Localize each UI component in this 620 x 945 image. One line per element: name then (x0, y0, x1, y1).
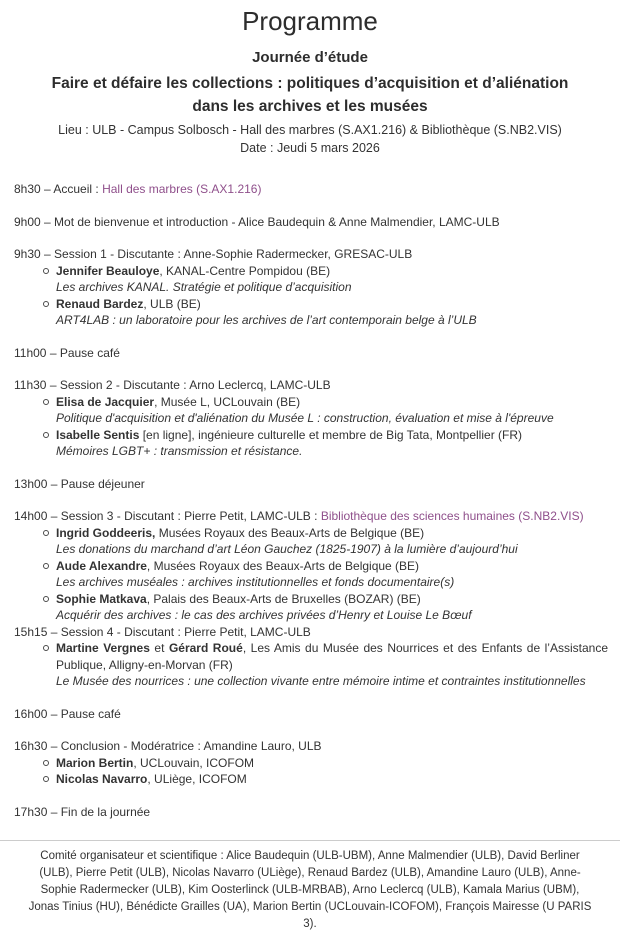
speaker-name: Isabelle Sentis (56, 427, 140, 442)
committee-text: Comité organisateur et scientifique : Alice Baudequin (ULB-UBM), Anne Malmendier (ULB), David Berliner (ULB), Pierre Petit (ULB), Nicolas Navarro (ULiège), Renaud Bardez (ULB), Amandine Lauro (ULB), Anne-Sophie Radermecker (ULB), Kim Oosterlinck (ULB-MRBAB), Arno Leclercq (ULB), Kamala Marius (UBM), Jonas Tinius (HU), Bénédicte Grailles (UA), Marion Bertin (UCLouvain-ICOFOM), François Mairesse (U PARIS 3). (28, 850, 592, 930)
event-subtitle: Journée d’étude (252, 49, 368, 66)
entry-time: 8h30 – (14, 182, 54, 196)
speaker-name: Ingrid Goddeeris, (56, 525, 156, 540)
entry-heading (14, 476, 608, 493)
speaker-item (14, 296, 608, 313)
schedule-entry (14, 214, 608, 231)
entry-time: 17h30 – (14, 804, 61, 819)
talk-title: ART4LAB : un laboratoire pour les archives de l’art contemporain belge à l’ULB (56, 313, 477, 327)
text-segment: Session 3 - Discutant : Pierre Petit, LAMC-ULB : (60, 509, 321, 523)
text-segment: Fin de la journée (60, 804, 151, 819)
bullet-icon (43, 563, 49, 569)
text-segment: [en ligne], ingénieure culturelle et membre de Big Tata, Montpellier (FR) (139, 427, 523, 442)
text-segment: , KANAL-Centre Pompidou (BE) (159, 263, 331, 278)
speaker-item (14, 558, 608, 575)
entry-heading (14, 738, 608, 755)
entry-heading (14, 706, 608, 723)
text-segment: Pause café (60, 706, 121, 721)
event-title-line2: dans les archives et les musées (192, 98, 428, 115)
text-segment: Session 2 - Discutante : Arno Leclercq, LAMC-ULB (59, 378, 331, 392)
schedule-entry (14, 804, 608, 821)
entry-heading (14, 624, 608, 641)
speaker-item (14, 640, 608, 673)
speaker-item (14, 771, 608, 788)
text-segment: , ULB (BE) (143, 296, 201, 311)
entry-time: 13h00 – (14, 476, 61, 491)
event-meta (0, 121, 620, 157)
speaker-name: Martine Vergnes (56, 641, 150, 655)
speaker-name: Gérard Roué (168, 641, 243, 655)
talk-title: Politique d'acquisition et d'aliénation du Musée L : construction, évaluation et mise à l'épreuve (56, 411, 554, 425)
entry-time: 11h30 – (14, 378, 60, 392)
event-date: Date : Jeudi 5 mars 2026 (240, 141, 380, 155)
speaker-item (14, 525, 608, 542)
entry-heading (14, 508, 608, 525)
speaker-item (14, 263, 608, 280)
text-segment: , Les Amis du Musée des Nourrices et des Enfants de l’Assistance Publique, Alligny-en-Morvan (FR) (56, 641, 609, 672)
schedule-entry (14, 624, 608, 690)
entry-time: 16h00 – (14, 706, 61, 721)
text-segment: Session 4 - Discutant : Pierre Petit, LAMC-ULB (60, 624, 311, 639)
bullet-icon (43, 432, 49, 438)
text-segment: , Musée L, UCLouvain (BE) (154, 394, 301, 409)
speaker-name: Sophie Matkava (56, 591, 147, 606)
schedule-entry (14, 345, 608, 362)
schedule-entry (14, 246, 608, 329)
speaker-item (14, 427, 608, 444)
entry-heading (14, 345, 608, 362)
schedule (0, 157, 620, 820)
page-title: Programme (242, 6, 378, 36)
schedule-entry (14, 738, 608, 788)
text-segment: , Musées Royaux des Beaux-Arts de Belgique (BE) (146, 558, 420, 573)
speaker-name: Jennifer Beauloye (56, 263, 160, 278)
talk-title: Mémoires LGBT+ : transmission et résistance. (56, 444, 303, 458)
room-link[interactable]: Bibliothèque des sciences humaines (S.NB2.VIS) (320, 509, 584, 523)
entry-time: 16h30 – (14, 739, 61, 753)
bullet-icon (43, 268, 49, 274)
talk-title: Les archives KANAL. Stratégie et politique d’acquisition (56, 280, 352, 294)
speaker-name: Nicolas Navarro (56, 772, 148, 786)
entry-heading (14, 246, 608, 263)
talk-title: Acquérir des archives : le cas des archives privées d’Henry et Louise Le Bœuf (56, 608, 472, 622)
text-segment: Session 1 - Discutante : Anne-Sophie Radermecker, GRESAC-ULB (54, 247, 413, 261)
bullet-icon (43, 645, 49, 651)
schedule-entry (14, 706, 608, 723)
entry-heading (14, 181, 608, 198)
schedule-entry (14, 181, 608, 198)
document-header (0, 0, 620, 157)
speaker-name: Marion Bertin (56, 755, 134, 770)
text-segment: Accueil : (53, 182, 103, 196)
talk-title: Le Musée des nourrices : une collection vivante entre mémoire intime et contraintes institutionnelles (56, 674, 586, 688)
entry-time: 15h15 – (14, 624, 61, 639)
talk-title: Les donations du marchand d’art Léon Gauchez (1825-1907) à la lumière d’aujourd’hui (56, 542, 518, 556)
schedule-entry (14, 508, 608, 624)
speaker-item (14, 394, 608, 411)
speaker-name: Renaud Bardez (56, 296, 144, 311)
footer (0, 840, 620, 945)
bullet-icon (43, 776, 49, 782)
text-segment: , UCLouvain, ICOFOM (133, 755, 255, 770)
text-segment: Mot de bienvenue et introduction - Alice Baudequin & Anne Malmendier, LAMC-ULB (54, 214, 500, 229)
text-segment: Musées Royaux des Beaux-Arts de Belgique (BE) (155, 525, 425, 540)
bullet-icon (43, 760, 49, 766)
bullet-icon (43, 596, 49, 602)
schedule-entry (14, 377, 608, 460)
entry-time: 14h00 – (14, 509, 61, 523)
speaker-item (14, 591, 608, 608)
entry-time: 9h00 – (14, 214, 55, 229)
text-segment: , Palais des Beaux-Arts de Bruxelles (BOZAR) (BE) (146, 591, 421, 606)
text-segment: Conclusion - Modératrice : Amandine Lauro, ULB (60, 739, 322, 753)
schedule-entry (14, 476, 608, 493)
bullet-icon (43, 399, 49, 405)
text-segment: et (149, 641, 169, 655)
text-segment: Pause café (59, 345, 120, 360)
event-title-line1: Faire et défaire les collections : politiques d’acquisition et d’aliénation (51, 75, 569, 92)
bullet-icon (43, 301, 49, 307)
speaker-item (14, 755, 608, 772)
speaker-name: Elisa de Jacquier (56, 394, 155, 409)
room-link[interactable]: Hall des marbres (S.AX1.216) (102, 182, 262, 196)
text-segment: , ULiège, ICOFOM (147, 772, 247, 786)
entry-heading (14, 377, 608, 394)
entry-time: 11h00 – (14, 345, 60, 360)
text-segment: Pause déjeuner (60, 476, 145, 491)
entry-time: 9h30 – (14, 247, 55, 261)
entry-heading (14, 214, 608, 231)
speaker-name: Aude Alexandre (56, 558, 147, 573)
bullet-icon (43, 530, 49, 536)
event-location: Lieu : ULB - Campus Solbosch - Hall des marbres (S.AX1.216) & Bibliothèque (S.NB2.VIS) (58, 123, 562, 137)
talk-title: Les archives muséales : archives institutionnelles et fonds documentaire(s) (56, 575, 455, 589)
entry-heading (14, 804, 608, 821)
